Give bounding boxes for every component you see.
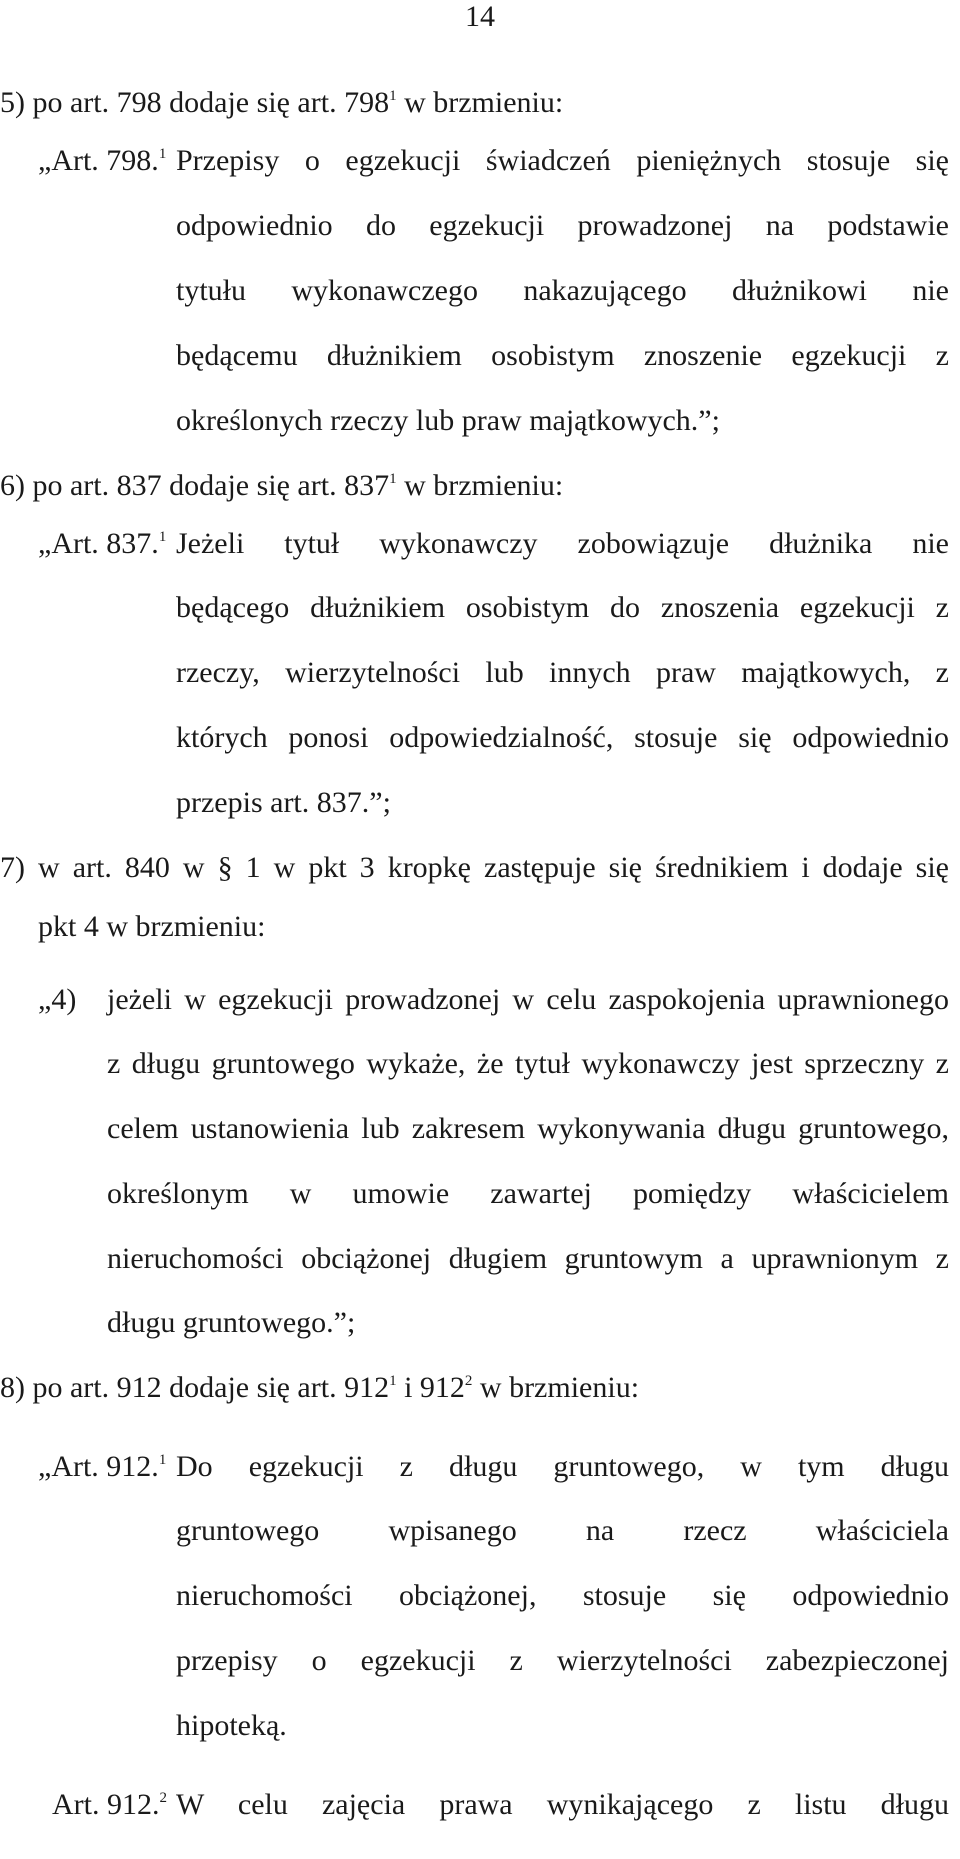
point-4-line-3: celem ustanowienia lub zakresem wykonywania długu gruntowego, [107,1112,949,1145]
item-6-intro-tail: w brzmieniu: [396,469,564,502]
art912-1-line-3: nieruchomości obciążonej, stosuje się odpowiednio [176,1579,949,1612]
art837-line-3: rzeczy, wierzytelności lub innych praw majątkowych, z [176,656,949,689]
item-5-intro [0,88,563,118]
page-number: 14 [465,0,495,33]
item-6-intro-text: 6) po art. 837 dodaje się art. 837 [0,469,390,502]
art798-line-3: tytułu wykonawczego nakazującego dłużnikowi nie [176,274,949,307]
item-8-intro-sup-1: 1 [389,1373,397,1389]
art912-2-line-1: W celu zajęcia prawa wynikającego z listu długu [176,1788,949,1821]
art837-line-2: będącego dłużnikiem osobistym do znoszenia egzekucji z [176,591,949,624]
point-4-line-5: nieruchomości obciążonej długiem gruntowym a uprawnionym z [107,1242,949,1275]
label-sup: 2 [159,1790,167,1806]
article-837-1-label [38,529,166,559]
point-4-line-2: z długu gruntowego wykaże, że tytuł wykonawczy jest sprzeczny z [107,1047,949,1080]
item-8-intro-tail: w brzmieniu: [472,1371,640,1404]
art798-line-1: Przepisy o egzekucji świadczeń pieniężnych stosuje się [176,144,949,177]
label-sup: 1 [158,146,167,162]
label-text: „Art. 798. [38,144,159,177]
label-text: Art. 912. [52,1788,160,1821]
art912-1-line-2: gruntowego wpisanego na rzecz właściciela [176,1514,949,1547]
item-5-intro-text: 5) po art. 798 dodaje się art. 798 [0,86,390,119]
art912-1-line-5: hipoteką. [176,1709,287,1742]
art798-line-4: będącemu dłużnikiem osobistym znoszenie egzekucji z [176,339,949,372]
item-6-intro [0,471,563,501]
item-8-intro-sup-2: 2 [464,1373,473,1389]
point-4-line-1: jeżeli w egzekucji prowadzonej w celu zaspokojenia uprawnionego [107,983,949,1016]
item-5-intro-tail: w brzmieniu: [396,86,564,119]
label-sup: 1 [158,529,167,545]
art912-1-line-4: przepisy o egzekucji z wierzytelności zabezpieczonej [176,1644,949,1677]
art837-line-5: przepis art. 837.”; [176,786,391,819]
article-798-1-label [38,146,166,176]
point-4-line-4: określonym w umowie zawartej pomiędzy właścicielem [107,1177,949,1210]
item-7-intro-line-1: 7) w art. 840 w § 1 w pkt 3 kropkę zastępuje się średnikiem i dodaje się [0,851,949,884]
article-912-1-label [38,1452,166,1482]
label-sup: 1 [158,1452,167,1468]
label-text: „Art. 837. [38,527,159,560]
point-4-line-6: długu gruntowego.”; [107,1306,356,1339]
art798-line-5: określonych rzeczy lub praw majątkowych.”; [176,404,720,437]
item-6-intro-sup: 1 [389,471,397,487]
point-4-label: „4) [38,983,77,1016]
art912-1-line-1: Do egzekucji z długu gruntowego, w tym długu [176,1450,949,1483]
item-5-intro-sup: 1 [389,88,397,104]
item-8-intro-mid: i 912 [396,1371,465,1404]
label-text: „Art. 912. [38,1450,159,1483]
art837-line-4: których ponosi odpowiedzialność, stosuje się odpowiednio [176,721,949,754]
item-7-intro-line-2: pkt 4 w brzmieniu: [38,910,266,943]
item-8-intro [0,1373,639,1403]
item-8-intro-text: 8) po art. 912 dodaje się art. 912 [0,1371,390,1404]
art798-line-2: odpowiednio do egzekucji prowadzonej na podstawie [176,209,949,242]
article-912-2-label [52,1790,167,1820]
art837-line-1: Jeżeli tytuł wykonawczy zobowiązuje dłużnika nie [176,527,949,560]
